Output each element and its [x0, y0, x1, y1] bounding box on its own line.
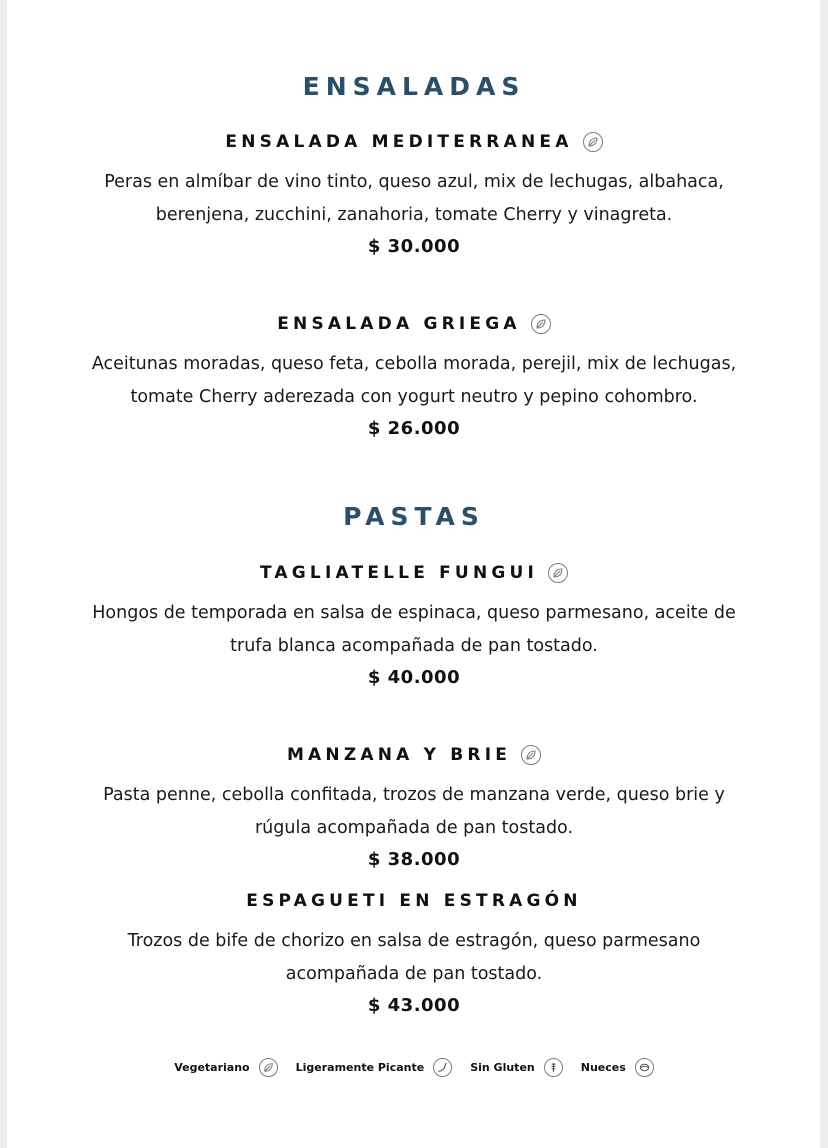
item-name: ENSALADA GRIEGA	[277, 314, 521, 334]
item-price: $ 38.000	[367, 849, 461, 870]
item-description: Pasta penne, cebolla confitada, trozos de manzana verde, queso brie y rúgula acompañada de pan tostado.	[103, 785, 725, 838]
legend-item-nueces	[581, 1058, 654, 1077]
legend-item-sin-gluten	[470, 1058, 563, 1077]
item-name: TAGLIATELLE FUNGUI	[259, 563, 539, 583]
item-name: ESPAGUETI EN ESTRAGÓN	[246, 891, 582, 911]
legend-item-ligeramente-picante	[296, 1058, 453, 1077]
menu-item-ensalada-griega	[0, 312, 828, 443]
vegetarian-leaf-icon	[521, 745, 541, 765]
section-title-ensaladas: ENSALADAS	[302, 72, 526, 101]
menu-item-ensalada-mediterranea	[0, 130, 828, 261]
nut-icon	[635, 1058, 654, 1077]
item-price: $ 40.000	[367, 667, 461, 688]
vegetarian-leaf-icon	[583, 132, 603, 152]
chili-pepper-icon	[433, 1058, 452, 1077]
item-description: Hongos de temporada en salsa de espinaca, queso parmesano, aceite de trufa blanca acompañada de pan tostado.	[92, 603, 736, 656]
menu-item-manzana-y-brie	[0, 743, 828, 874]
item-name: MANZANA Y BRIE	[286, 745, 512, 765]
vegetarian-leaf-icon	[259, 1058, 278, 1077]
vegetarian-leaf-icon	[531, 314, 551, 334]
legend-label: Sin Gluten	[470, 1061, 535, 1074]
section-title-pastas: PASTAS	[343, 502, 485, 531]
wheat-icon	[544, 1058, 563, 1077]
item-description: Aceitunas moradas, queso feta, cebolla morada, perejil, mix de lechugas, tomate Cherry aderezada con yogurt neutro y pepino cohombro.	[91, 354, 737, 407]
legend-label: Ligeramente Picante	[295, 1061, 425, 1074]
item-price: $ 26.000	[367, 418, 461, 439]
item-name: ENSALADA MEDITERRANEA	[225, 132, 573, 152]
vegetarian-leaf-icon	[548, 563, 568, 583]
menu-item-espagueti-en-estragon	[0, 889, 828, 1020]
menu-item-tagliatelle-fungui	[0, 561, 828, 692]
item-description: Peras en almíbar de vino tinto, queso azul, mix de lechugas, albahaca, berenjena, zucchini, zanahoria, tomate Cherry y vinagreta.	[104, 172, 724, 225]
item-description: Trozos de bife de chorizo en salsa de estragón, queso parmesano acompañada de pan tostado.	[127, 931, 701, 984]
legend-item-vegetariano	[174, 1058, 277, 1077]
item-price: $ 43.000	[367, 995, 461, 1016]
legend-label: Vegetariano	[174, 1061, 250, 1074]
dietary-legend	[0, 1058, 828, 1077]
legend-label: Nueces	[580, 1061, 626, 1074]
item-price: $ 30.000	[367, 236, 461, 257]
